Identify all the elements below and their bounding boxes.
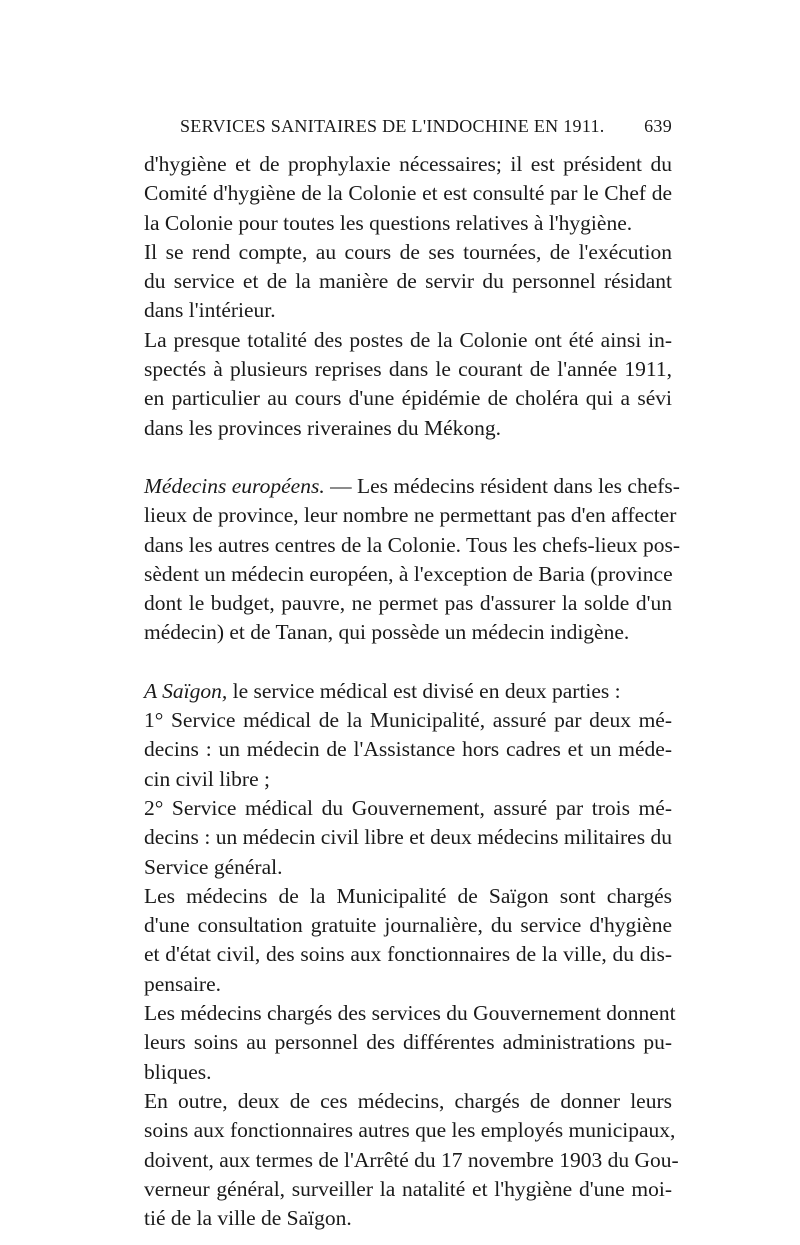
text-line xyxy=(144,472,680,501)
text-line: Il se rend compte, au cours de ses tournées, de l'exécution xyxy=(144,239,672,264)
text-line: doivent, aux termes de l'Arrêté du 17 novembre 1903 du Gou- xyxy=(144,1147,679,1172)
paragraph xyxy=(144,150,672,238)
text-line: 2° Service médical du Gouvernement, assuré par trois mé- xyxy=(144,795,672,820)
text-line: dans l'intérieur. xyxy=(144,298,276,323)
text-line: d'une consultation gratuite journalière, du service d'hygiène xyxy=(144,913,672,938)
text-line: decins : un médecin de l'Assistance hors cadres et un méde- xyxy=(144,737,672,762)
page-number: 639 xyxy=(644,116,672,136)
text-line: médecin) et de Tanan, qui possède un médecin indigène. xyxy=(144,620,630,645)
text-line: cin civil libre ; xyxy=(144,766,270,791)
paragraph xyxy=(144,472,681,648)
text-line: verneur général, surveiller la natalité et l'hygiène d'une moi- xyxy=(144,1176,672,1201)
paragraph xyxy=(144,882,672,999)
section-lead: A Saïgon, xyxy=(144,678,228,703)
running-header xyxy=(144,112,672,140)
text-line: dont le budget, pauvre, ne permet pas d'assurer la solde d'un xyxy=(144,591,672,616)
text-fragment: — Les médecins résident dans les chefs- xyxy=(324,473,680,498)
text-line: bliques. xyxy=(144,1059,212,1084)
text-line: Comité d'hygiène de la Colonie et est consulté par le Chef de xyxy=(144,181,672,206)
body-text xyxy=(144,150,681,1233)
text-line: du service et de la manière de servir du personnel résidant xyxy=(144,269,672,294)
running-header-title: SERVICES SANITAIRES DE L'INDOCHINE EN 1911. xyxy=(180,116,605,136)
text-line: et d'état civil, des soins aux fonctionnaires de la ville, du dis- xyxy=(144,942,672,967)
text-line: Les médecins de la Municipalité de Saïgon sont chargés xyxy=(144,883,672,908)
section-lead: Médecins européens. xyxy=(144,473,325,498)
text-line: pensaire. xyxy=(144,971,222,996)
paragraph xyxy=(144,238,672,326)
text-line: dans les autres centres de la Colonie. Tous les chefs-lieux pos- xyxy=(144,532,681,557)
text-fragment: le service médical est divisé en deux parties : xyxy=(227,678,621,703)
text-line: sèdent un médecin européen, à l'exception de Baria (province xyxy=(144,561,673,586)
text-line: Service général. xyxy=(144,854,283,879)
book-page xyxy=(144,112,681,1233)
text-line: dans les provinces riveraines du Mékong. xyxy=(144,415,502,440)
text-line: lieux de province, leur nombre ne permettant pas d'en affecter xyxy=(144,503,677,528)
paragraph xyxy=(144,999,676,1087)
text-line: Les médecins chargés des services du Gouvernement donnent xyxy=(144,1001,676,1026)
text-line: en particulier au cours d'une épidémie de choléra qui a sévi xyxy=(144,386,672,411)
text-line: tié de la ville de Saïgon. xyxy=(144,1206,352,1231)
text-line: d'hygiène et de prophylaxie nécessaires; il est président du xyxy=(144,152,672,176)
text-line: soins aux fonctionnaires autres que les employés municipaux, xyxy=(144,1118,676,1143)
text-line: leurs soins au personnel des différentes administrations pu- xyxy=(144,1030,672,1055)
paragraph xyxy=(144,326,672,443)
paragraph xyxy=(144,1087,679,1233)
text-line: la Colonie pour toutes les questions relatives à l'hygiène. xyxy=(144,210,633,235)
text-line: En outre, deux de ces médecins, chargés de donner leurs xyxy=(144,1088,672,1113)
paragraph xyxy=(144,677,672,882)
text-line xyxy=(144,677,672,706)
text-line: 1° Service médical de la Municipalité, assuré par deux mé- xyxy=(144,708,672,733)
text-line: decins : un médecin civil libre et deux médecins militaires du xyxy=(144,825,672,850)
text-line: La presque totalité des postes de la Colonie ont été ainsi in- xyxy=(144,327,672,352)
text-line: spectés à plusieurs reprises dans le courant de l'année 1911, xyxy=(144,357,672,382)
